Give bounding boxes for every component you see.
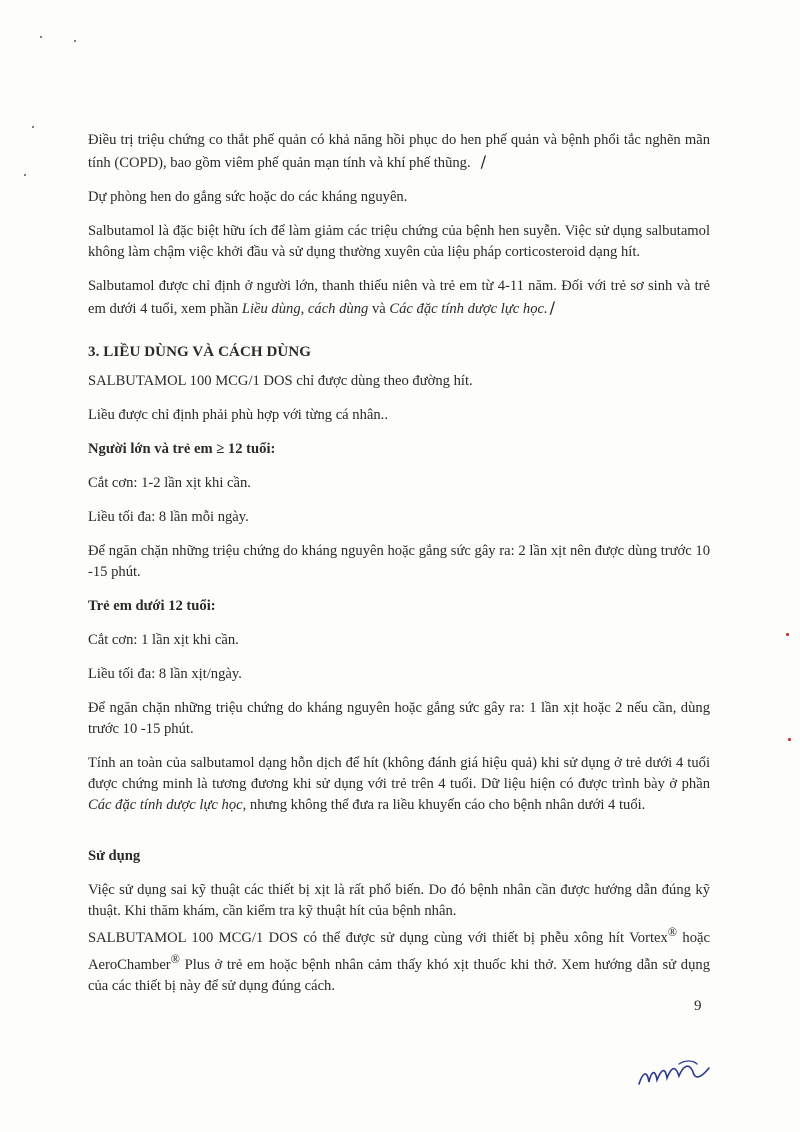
adults-dose-2: Liều tối đa: 8 lần mỗi ngày.	[88, 509, 249, 525]
section-heading: 3. LIỀU DÙNG VÀ CÁCH DÙNG	[88, 344, 312, 360]
cross-reference: Liều dùng, cách dùng	[241, 301, 369, 317]
cross-reference: Các đặc tính dược lực học	[88, 797, 243, 813]
handwritten-slash: /	[480, 152, 487, 171]
indication-paragraph-4	[88, 276, 710, 320]
adults-subheading: Người lớn và trẻ em ≥ 12 tuổi:	[88, 441, 276, 457]
usage-text: SALBUTAMOL 100 MCG/1 DOS có thể được sử dụng cùng với thiết bị phễu xông hít Vortex	[88, 929, 668, 946]
scan-speck	[32, 126, 34, 128]
document-body	[88, 130, 710, 997]
indication-text: Salbutamol được chỉ định ở người lớn, thanh thiếu niên và trẻ em từ 4-11 năm. Đối với trẻ sơ sinh và trẻ em dưới 4 tuổi, xem phần	[88, 278, 710, 317]
scan-speck	[74, 40, 76, 42]
adults-dose-3: Để ngăn chặn những triệu chứng do kháng nguyên hoặc gắng sức gây ra: 2 lần xịt nên được dùng trước 10 -15 phút.	[88, 543, 710, 580]
children-dose-3: Để ngăn chặn những triệu chứng do kháng nguyên hoặc gắng sức gây ra: 1 lần xịt hoặc 2 nếu cần, dùng trước 10 -15 phút.	[88, 700, 710, 737]
scan-speck	[40, 36, 42, 38]
usage-subheading: Sử dụng	[88, 848, 141, 864]
indication-text: và	[368, 301, 390, 317]
usage-paragraph-1: Việc sử dụng sai kỹ thuật các thiết bị xịt là rất phổ biến. Do đó bệnh nhân cần được hướng dẫn đúng kỹ thuật. Khi thăm khám, cần kiểm tra kỹ thuật hít của bệnh nhân.	[88, 882, 710, 919]
safety-text: , nhưng không thể đưa ra liều khuyến cáo cho bệnh nhân dưới 4 tuổi.	[242, 797, 646, 813]
scan-speck	[24, 174, 26, 176]
red-mark	[788, 738, 791, 741]
indication-paragraph-3: Salbutamol là đặc biệt hữu ích để làm giảm các triệu chứng của bệnh hen suyễn. Việc sử dụng salbutamol không làm chậm việc khởi đầu và sử dụng thường xuyên của liệu pháp corticosteroid dạng hít.	[88, 223, 710, 260]
children-subheading: Trẻ em dưới 12 tuổi:	[88, 598, 216, 614]
safety-text: Tính an toàn của salbutamol dạng hỗn dịch để hít (không đánh giá hiệu quả) khi sử dụng ở trẻ dưới 4 tuổi được chứng minh là tương đương khi sử dụng với trẻ trên 4 tuổi. Dữ liệu hiện có được trình bày ở phần	[88, 755, 710, 792]
adults-dose-1: Cắt cơn: 1-2 lần xịt khi cần.	[88, 475, 251, 491]
dosage-intro-2: Liều được chỉ định phải phù hợp với từng cá nhân..	[88, 407, 388, 423]
red-mark	[786, 633, 789, 636]
registered-mark: ®	[170, 951, 180, 966]
dosage-intro-1: SALBUTAMOL 100 MCG/1 DOS chỉ được dùng theo đường hít.	[88, 373, 473, 389]
usage-text: hoặc AeroChamber	[88, 929, 710, 973]
indication-text: Điều trị triệu chứng co thắt phế quản có khả năng hồi phục do hen phế quản và bệnh phổi tắc nghẽn mãn tính (COPD), bao gồm viêm phế quản mạn tính và khí phế thũng.	[88, 132, 710, 171]
children-dose-2: Liều tối đa: 8 lần xịt/ngày.	[88, 666, 242, 682]
registered-mark: ®	[667, 925, 678, 939]
usage-paragraph-2	[88, 922, 710, 997]
indication-paragraph-1	[88, 130, 710, 174]
usage-text: Plus ở trẻ em hoặc bệnh nhân cảm thấy khó xịt thuốc khi thở. Xem hướng dẫn sử dụng của các thiết bị này để sử dụng đúng cách.	[88, 956, 710, 994]
cross-reference: Các đặc tính dược lực học.	[389, 301, 548, 317]
indication-paragraph-2: Dự phòng hen do gắng sức hoặc do các kháng nguyên.	[88, 189, 408, 205]
safety-paragraph	[88, 753, 710, 816]
children-dose-1: Cắt cơn: 1 lần xịt khi cần.	[88, 632, 239, 648]
handwritten-signature	[635, 1052, 715, 1092]
handwritten-slash: /	[549, 298, 556, 317]
page-number: 9	[694, 998, 702, 1014]
